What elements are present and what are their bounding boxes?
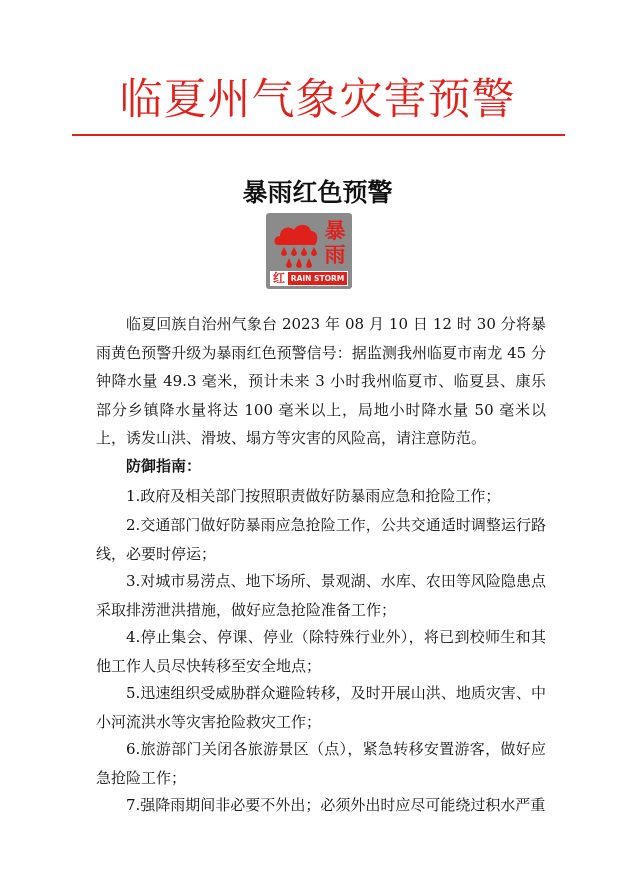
guideline-item: 5.迅速组织受威胁群众避险转移，及时开展山洪、地质灾害、中小河流洪水等灾害抢险救灾工作； — [96, 684, 546, 731]
guideline-item: 1.政府及相关部门按照职责做好防暴雨应急和抢险工作； — [126, 487, 501, 505]
header-divider — [72, 134, 565, 136]
badge-english-label: RAIN STORM — [288, 272, 347, 285]
badge-level-char: 红 — [272, 271, 285, 285]
guideline-item: 3.对城市易涝点、地下场所、景观湖、水库、农田等风险隐患点采取排涝泄洪措施，做好应急抢险准备工作； — [96, 572, 546, 619]
guideline-item: 2.交通部门做好防暴雨应急抢险工作，公共交通适时调整运行路线，必要时停运； — [96, 516, 546, 563]
badge-char-rain: 雨 — [324, 243, 346, 267]
intro-paragraph: 临夏回族自治州气象台 2023 年 08 月 10 日 12 时 30 分将暴雨黄色预警升级为暴雨红色预警信号：据监测我州临夏市南龙 45 分钟降水量 49.3 毫米，预计未来 3 小时我州临夏市、临夏县、康乐部分乡镇降水量将达 100 毫米以上，局地小时降水量 50 毫米以上，诱发山洪、滑坡、塌方等灾害的风险高，请注意防范。 — [96, 315, 546, 447]
guideline-item: 6.旅游部门关闭各旅游景区（点），紧急转移安置游客，做好应急抢险工作； — [96, 740, 546, 787]
rainstorm-red-warning-badge — [266, 213, 352, 289]
guideline-item: 4.停止集会、停课、停业（除特殊行业外），将已到校师生和其他工作人员尽快转移至安全地点； — [96, 628, 546, 675]
guide-heading: 防御指南： — [126, 457, 202, 475]
warning-title: 暴雨红色预警 — [242, 178, 393, 207]
guideline-item: 7.强降雨期间非必要不外出；必须外出时应尽可能绕过积水严重 — [126, 796, 546, 814]
badge-char-storm: 暴 — [324, 219, 346, 243]
rain-cloud-icon — [272, 219, 320, 269]
header-title: 临夏州气象灾害预警 — [119, 75, 516, 125]
